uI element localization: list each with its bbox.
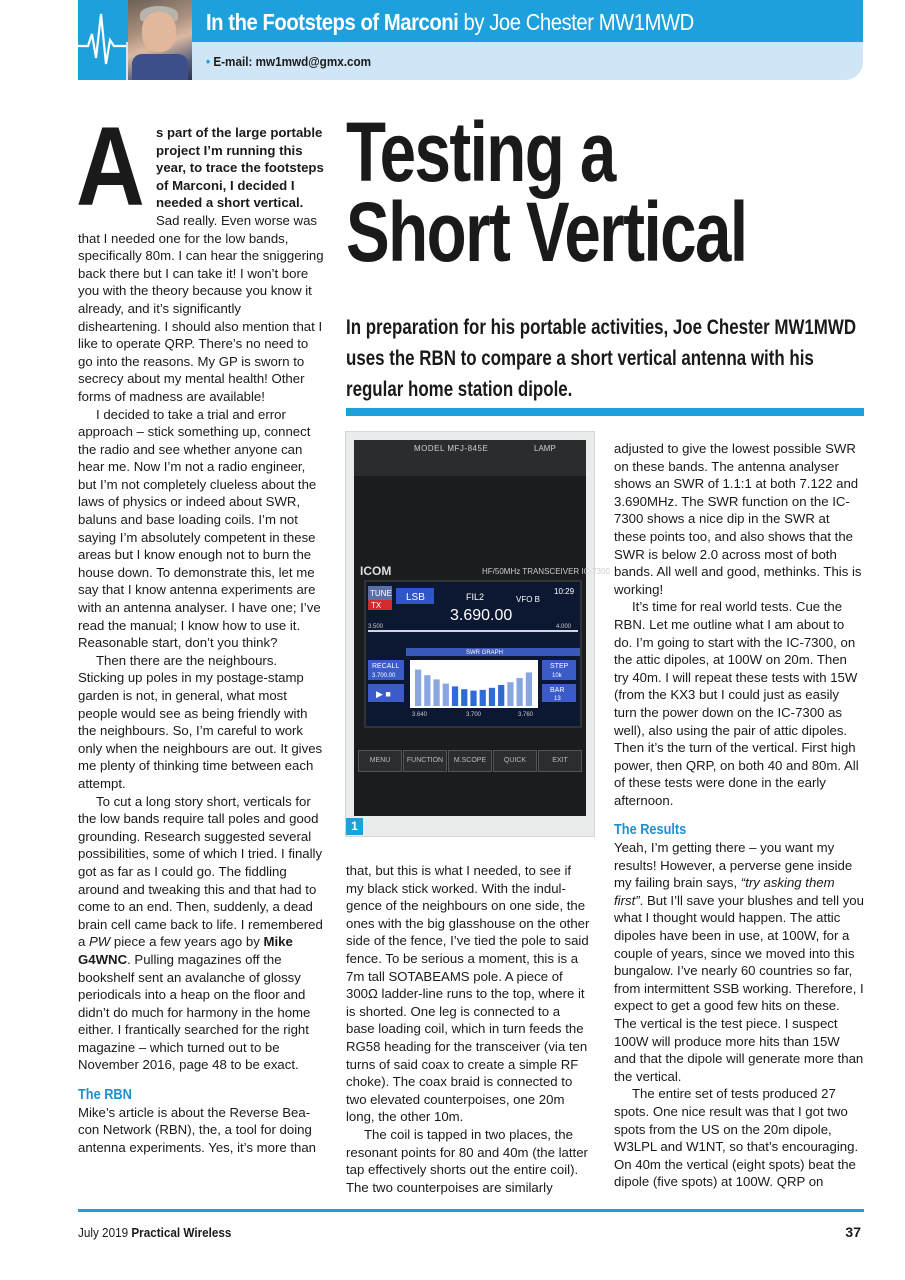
paragraph: Mike’s article is about the Reverse Beacon Network (RBN), the, a tool for doing antenna experiments. Yes, it’s more than bbox=[78, 1104, 317, 1155]
svg-text:SWR GRAPH: SWR GRAPH bbox=[466, 650, 504, 656]
footer-rule bbox=[78, 1209, 864, 1212]
svg-text:STEP: STEP bbox=[550, 663, 569, 670]
swr-bar bbox=[489, 688, 495, 706]
header-email-band bbox=[78, 42, 863, 80]
svg-text:3.700: 3.700 bbox=[466, 712, 482, 718]
paragraph: that, but this is what I needed, to see if my black stick worked. With the indulgence of the neighbours on one side, the ones with the big glasshouse on the other side of the fence, I’ve tied the pole to said fence. To be serious a moment, this is a 7m tall SOTABEAMS pole. A piece of 300Ω ladder-line runs to the top, where it is shorted. One leg is connected to a base loading coil, which in turn feeds the RG58 heading for the transceiver (via ten turns of said coax to create a simple RF choke). The coax braid is connected to two elevated counterpoises, one 20m long, the other 10m. bbox=[346, 863, 590, 1125]
swr-bar bbox=[507, 682, 513, 706]
paragraph: adjusted to give the lowest possible SWR on these bands. The antenna analyser shows an SWR of 1.1:1 at both 7.122 and 3.690MHz. The SWR function on the IC-7300 shows a nice dip in the SWR at these points too, and also shows that the SWR is below 2.0 across most of both bands. All well and good, methinks. This is working! bbox=[614, 441, 862, 597]
author-email[interactable]: • E-mail: mw1mwd@gmx.com bbox=[206, 54, 372, 69]
svg-text:TUNE: TUNE bbox=[370, 589, 392, 598]
paragraph: To cut a long story short, verticals for the low bands require tall poles and good grounding. Research suggested several possibilities, some of which I tried. I finally got as far as I could go. The fiddling around and tweaking this and that had to come to an end. Then, suddenly, a dead brain cell came back to life. I remembered a PW piece a few years ago by Mike G4WNC. Pulling magazines off the bookshelf sent an avalanche of glossy periodicals into a heap on the floor and didn’t do much for harmony in the home either. I frantically searched for the right magazine – which turned out to be November 2016, page 48 to be exact. bbox=[78, 793, 323, 1073]
subheading-results: The Results bbox=[614, 821, 687, 839]
column-1: A s part of the large portable project I’m running this year, to trace the footsteps of Marconi, I decided I needed a short vertical. Sad really. Even worse was that I needed one for the low bands, specifically 80m. I can hear the sniggering back there but I can take it! I won’t bore you with the theory because you know it already, and it’s significantly disheartening. I should also mention that I like to operate QRP. There’s no need to go into the reasons. My GP is sworn to secrecy about my mental health! Other forms of madness are available! I decided to take a trial and error approach – stick something up, connect the radio and see whether anyone can hear me. Now I’m not a radio engineer, but I’m not completely clueless about the laws of physics or indeed about SWR, baluns and base loading coils. I’m not saying I’m absolutely competent in these areas but I know enough not to burn the house down. To demonstrate this, let me say that I know antenna experiments are with an antenna analyser. I have one; I’ve read the manual; I know how to use it. Reasonable start, don’t you think? Then there are the neighbours. Sticking up poles in my postage-stamp garden is not, in general, what most people would see as being friendly with the neighbours. So, I’m careful to work only when the neighbours are out. It gives me plenty of thinking time between each attempt. To cut a long story short, verticals for the low bands require tall poles and good grounding. Research suggested several possibilities, some of which I tried. I finally got as far as I could go. The fiddling around and tweaking this and that had to come to an end. Then, suddenly, a dead brain cell came back to life. I remembered a PW piece a few years ago by Mike G4WNC. Pulling magazines off the bookshelf sent an avalanche of glossy periodicals into a heap on the floor and didn’t do much for harmony in the home either. I frantically searched for the right magazine – which turned out to be November 2016, page 48 to be exact. The RBN Mike’s article is about the Reverse Beacon Network (RBN), the, a tool for doing antenna experiments. Yes, it’s more than bbox=[78, 124, 326, 1156]
radio-screen bbox=[364, 580, 582, 728]
radio-button-mscope: M.SCOPE bbox=[448, 750, 492, 772]
radio-button-exit: EXIT bbox=[538, 750, 582, 772]
svg-text:13: 13 bbox=[554, 696, 561, 702]
standfirst: In preparation for his portable activities, Joe Chester MW1MWD uses the RBN to compare a short vertical antenna with his regular home station dipole. bbox=[346, 316, 857, 401]
svg-text:3.640: 3.640 bbox=[412, 712, 428, 718]
radio-buttons bbox=[358, 750, 584, 772]
frequency-readout: 3.690.00 bbox=[450, 607, 513, 624]
svg-text:RECALL: RECALL bbox=[372, 663, 400, 670]
vfo-label: VFO B bbox=[516, 595, 541, 604]
swr-bar bbox=[415, 670, 421, 706]
series-title: In the Footsteps of Marconi by Joe Chester MW1MWD bbox=[206, 9, 694, 35]
column-3 bbox=[614, 440, 864, 1191]
svg-text:BAR: BAR bbox=[550, 687, 565, 694]
svg-text:TX: TX bbox=[371, 601, 382, 610]
article-title: Testing a Short Vertical bbox=[346, 105, 747, 279]
swr-bar bbox=[498, 685, 504, 706]
svg-text:▶ ■: ▶ ■ bbox=[376, 689, 391, 699]
figure-number: 1 bbox=[346, 818, 363, 835]
paragraph: I decided to take a trial and error approach – stick something up, connect the radio and see whether anyone can hear me. Now I’m not a radio engineer, but I’m not completely clueless about the laws of physics or indeed about SWR, baluns and base loading coils. I’m not saying I’m absolutely competent in these areas but I know enough not to burn the house down. To demonstrate this, let me say that I know antenna experiments are with an antenna analyser. I have one; I’ve read the manual; I know how to use it. Reasonable start, don’t you think? bbox=[78, 406, 321, 651]
radio-device bbox=[354, 440, 610, 816]
swr-bar bbox=[470, 691, 476, 706]
swr-bar bbox=[452, 686, 458, 706]
author-photo bbox=[128, 0, 192, 80]
svg-text:3.500: 3.500 bbox=[368, 624, 384, 630]
svg-text:4.000: 4.000 bbox=[556, 624, 572, 630]
footer-issue: July 2019 Practical Wireless bbox=[78, 1225, 232, 1240]
paragraph: The entire set of tests produced 27 spots. One nice result was that I got two spots from the US on the 20m dipole, W3LPL and W1NT, so that’s encouraging. On 40m the vertical (eight spots) beat the dipole (five spots) at 100W. QRP on bbox=[614, 1086, 859, 1190]
svg-text:3.760: 3.760 bbox=[518, 712, 534, 718]
subheading-rbn: The RBN bbox=[78, 1086, 132, 1104]
mode-label: LSB bbox=[406, 592, 425, 603]
swr-bar bbox=[480, 690, 486, 706]
svg-text:3.700.00: 3.700.00 bbox=[372, 673, 396, 679]
svg-text:10k: 10k bbox=[552, 673, 562, 679]
radio-button-menu: MENU bbox=[358, 750, 402, 772]
column-2 bbox=[346, 862, 592, 1196]
figure-photo bbox=[346, 432, 610, 836]
brand-logo: ICOM bbox=[360, 564, 392, 578]
swr-bar bbox=[526, 672, 532, 706]
paragraph: The coil is tapped in two places, the resonant points for 80 and 40m (the latter tap effectively shorts out the entire coil). The two counterpoises are similarly bbox=[346, 1126, 588, 1195]
paragraph: It’s time for real world tests. Cue the RBN. Let me outline what I am about to do. I’m going to start with the IC-7300, on the attic dipoles, at 100W on 20m. Then try 40m. I will repeat these tests with 15W (from the KX3 but I could just as easily turn the power down on the IC-7300 as well), also using the pair of attic dipoles. Then it’s the turn of the vertical. First high power, then QRP, on both 40 and 80m. All of these tests were done in the early afternoon. bbox=[614, 599, 859, 808]
swr-bar bbox=[443, 684, 449, 706]
radio-button-function: FUNCTION bbox=[403, 750, 447, 772]
radio-model: HF/50MHz TRANSCEIVER IC-7300 bbox=[482, 567, 610, 576]
page-number: 37 bbox=[845, 1224, 861, 1240]
analyser-label: MODEL MFJ-845E bbox=[414, 444, 489, 453]
filter-label: FIL2 bbox=[466, 592, 485, 602]
lamp-label: LAMP bbox=[534, 444, 556, 453]
paragraph: Then there are the neighbours. Sticking up poles in my postage-stamp garden is not, in general, what most people would see as being friendly with the neighbours. So, I’m careful to work only when the neighbours are out. It gives me plenty of thinking time between each attempt. bbox=[78, 652, 323, 791]
drop-cap: A bbox=[76, 104, 145, 229]
standfirst-rule bbox=[346, 408, 864, 416]
clock: 10:29 bbox=[554, 587, 575, 596]
waveform-icon bbox=[78, 0, 126, 80]
radio-button-quick: QUICK bbox=[493, 750, 537, 772]
lead-in: s part of the large portable project I’m running this year, to trace the footsteps of Marconi, I decided I needed a short vertical. bbox=[156, 125, 324, 211]
swr-bar bbox=[433, 679, 439, 706]
swr-bar bbox=[424, 675, 430, 706]
paragraph: Yeah, I’m getting there – you want my results! However, a perverse gene inside my failing brain says, “try asking them first”. But I’ll save your blushes and tell you what I thought would happen. The attic dipoles have been in use, at 100W, for a couple of years, since we moved into this bungalow. I’ve nearly 60 countries so far, from intermittent SSB working. Therefore, I expect to get a good few hits on these. The vertical is the test piece. I suspect 100W will produce more hits than 15W and that the dipole will generate more than the vertical. bbox=[614, 840, 864, 1084]
swr-bar bbox=[517, 678, 523, 706]
swr-bar bbox=[461, 689, 467, 706]
